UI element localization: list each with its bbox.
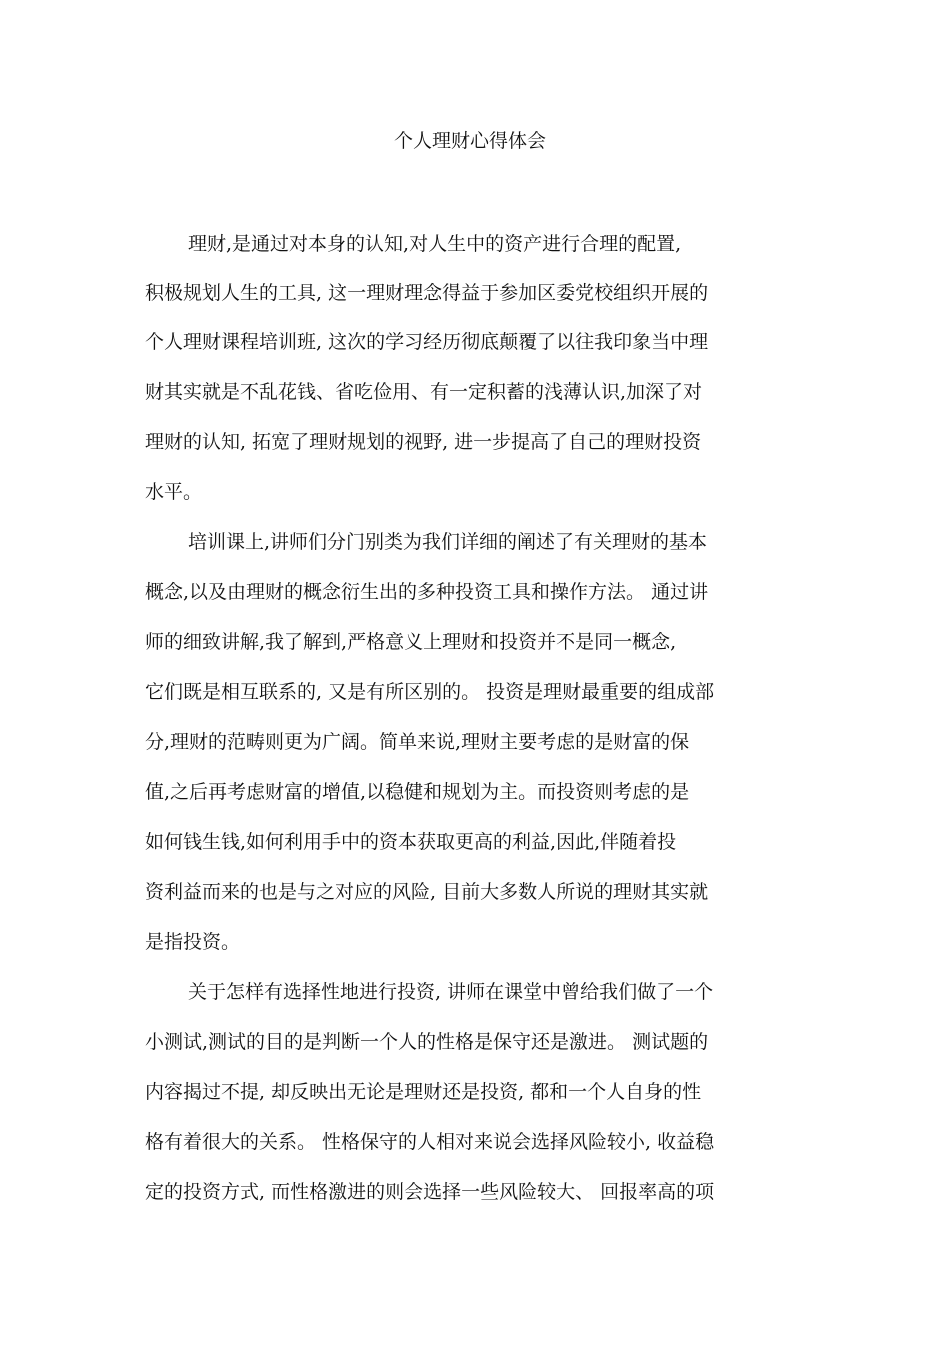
paragraph-1-line-2: 积极规划人生的工具, 这一理财理念得益于参加区委党校组织开展的 [145, 282, 709, 304]
paragraph-3-line-4: 格有着很大的关系。 性格保守的人相对来说会选择风险较小, 收益稳 [145, 1131, 715, 1153]
paragraph-2-line-4: 它们既是相互联系的, 又是有所区别的。 投资是理财最重要的组成部 [145, 681, 715, 703]
paragraph-3-line-5: 定的投资方式, 而性格激进的则会选择一些风险较大、 回报率高的项 [145, 1181, 715, 1203]
paragraph-2-line-7: 如何钱生钱,如何利用手中的资本获取更高的利益,因此,伴随着投 [145, 831, 677, 853]
paragraph-2-line-6: 值,之后再考虑财富的增值,以稳健和规划为主。而投资则考虑的是 [145, 781, 690, 803]
paragraph-2-line-1: 培训课上,讲师们分门别类为我们详细的阐述了有关理财的基本 [188, 531, 708, 553]
paragraph-1-line-5: 理财的认知, 拓宽了理财规划的视野, 进一步提高了自己的理财投资 [145, 431, 702, 453]
paragraph-1-line-3: 个人理财课程培训班, 这次的学习经历彻底颠覆了以往我印象当中理 [145, 331, 709, 353]
document-title: 个人理财心得体会 [393, 130, 546, 152]
paragraph-3-line-1: 关于怎样有选择性地进行投资, 讲师在课堂中曾给我们做了一个 [188, 981, 714, 1003]
paragraph-2-line-5: 分,理财的范畴则更为广阔。简单来说,理财主要考虑的是财富的保 [145, 731, 690, 753]
paragraph-3-line-2: 小测试,测试的目的是判断一个人的性格是保守还是激进。 测试题的 [145, 1031, 709, 1053]
paragraph-2-line-2: 概念,以及由理财的概念衍生出的多种投资工具和操作方法。 通过讲 [145, 581, 709, 603]
paragraph-2-line-9: 是指投资。 [145, 931, 241, 953]
paragraph-1-line-6: 水平。 [145, 481, 203, 503]
paragraph-1-line-4: 财其实就是不乱花钱、省吃俭用、有一定积蓄的浅薄认识,加深了对 [145, 381, 703, 403]
paragraph-2-line-3: 师的细致讲解,我了解到,严格意义上理财和投资并不是同一概念, [145, 631, 677, 653]
paragraph-1-line-1: 理财,是通过对本身的认知,对人生中的资产进行合理的配置, [188, 233, 682, 255]
paragraph-2-line-8: 资利益而来的也是与之对应的风险, 目前大多数人所说的理财其实就 [145, 881, 709, 903]
paragraph-3-line-3: 内容揭过不提, 却反映出无论是理财还是投资, 都和一个人自身的性 [145, 1081, 702, 1103]
